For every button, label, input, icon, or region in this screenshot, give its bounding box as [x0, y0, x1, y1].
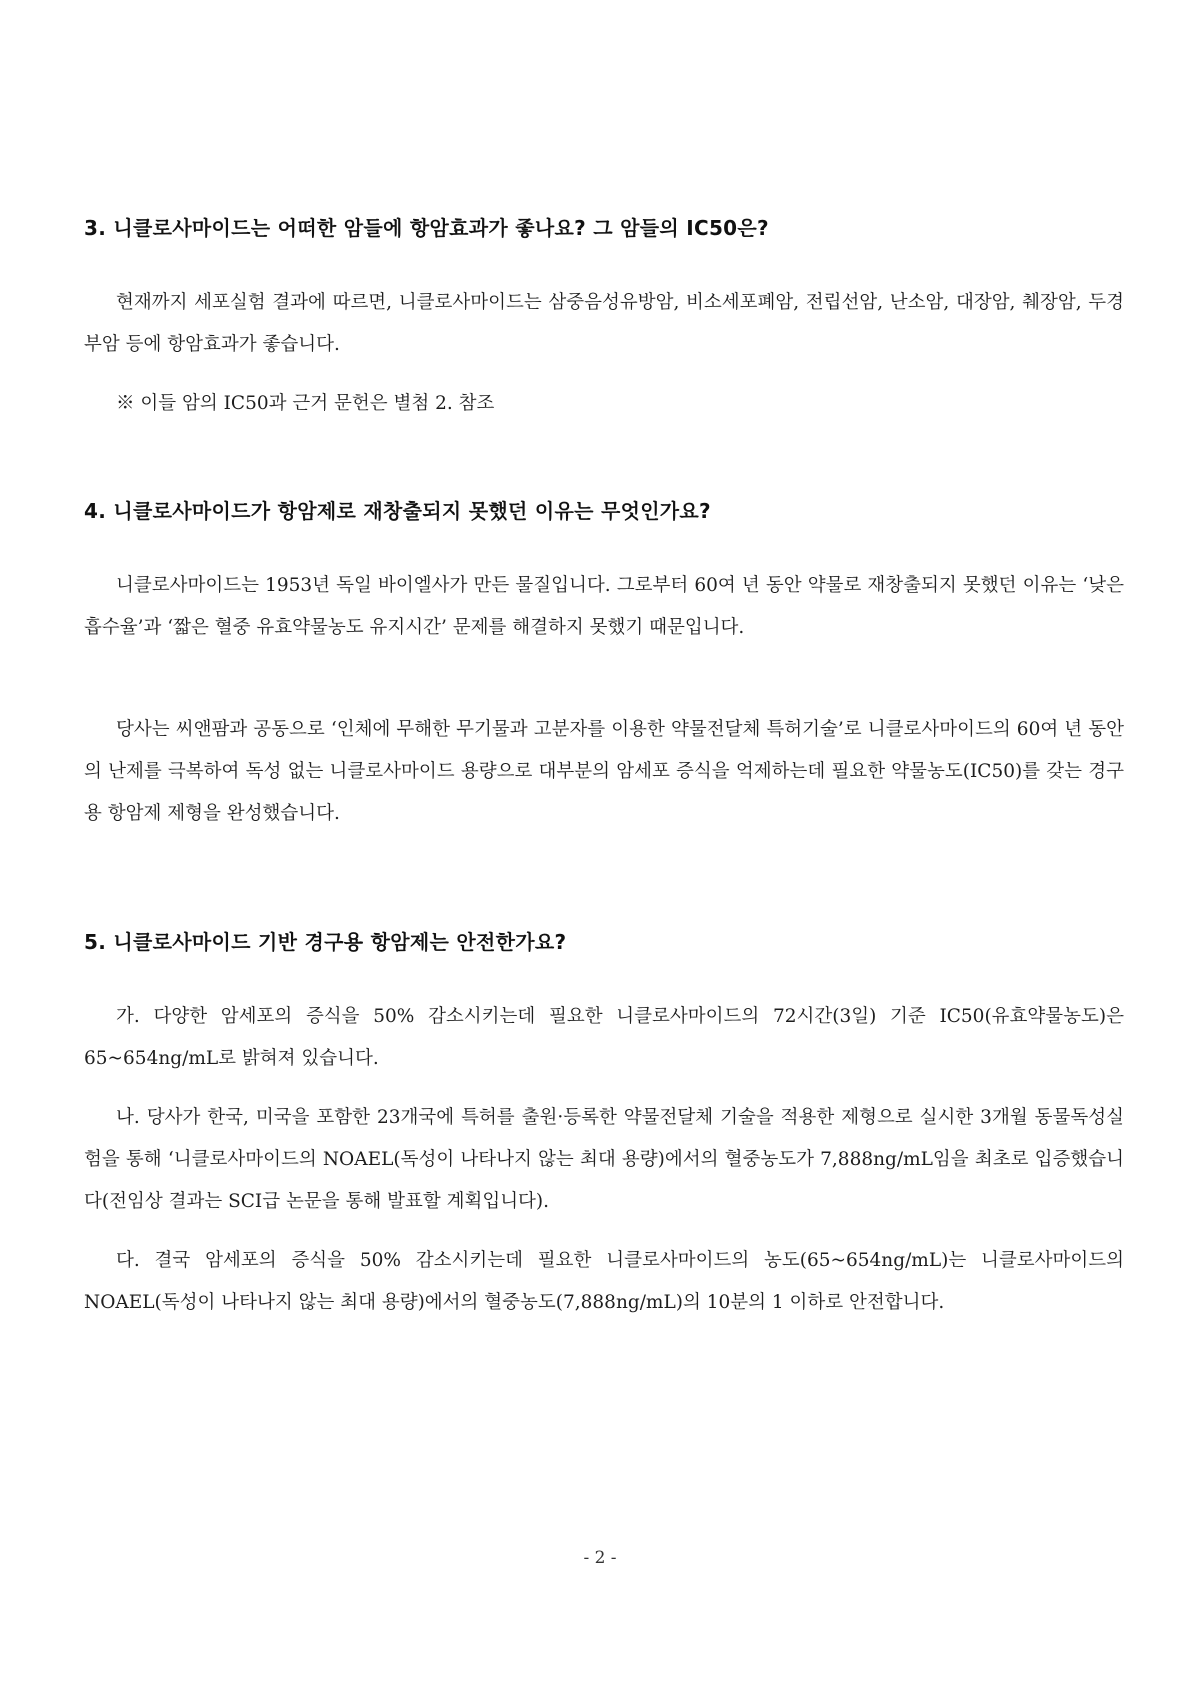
- section-4-heading: 4. 니클로사마이드가 항암제로 재창출되지 못했던 이유는 무엇인가요?: [84, 499, 711, 523]
- section-5-paragraph-ga: 가. 다양한 암세포의 증식을 50% 감소시키는데 필요한 니클로사마이드의 72시간(3일) 기준 IC50(유효약물농도)은 65~654ng/mL로 밝혀져 있습니다.: [84, 1006, 1124, 1069]
- section-5-paragraph-da: 다. 결국 암세포의 증식을 50% 감소시키는데 필요한 니클로사마이드의 농도(65~654ng/mL)는 니클로사마이드의 NOAEL(독성이 나타나지 않는 최대 용량)에서의 혈중농도(7,888ng/mL)의 10분의 1 이하로 안전합니다.: [84, 1250, 1124, 1313]
- section-3-reference-note: ※ 이들 암의 IC50과 근거 문헌은 별첨 2. 참조: [116, 393, 495, 414]
- section-5-paragraph-na: 나. 당사가 한국, 미국을 포함한 23개국에 특허를 출원·등록한 약물전달체 기술을 적용한 제형으로 실시한 3개월 동물독성실험을 통해 ‘니클로사마이드의 NOAEL(독성이 나타나지 않는 최대 용량)에서의 혈중농도가 7,888ng/mL임을 최초로 입증했습니다(전임상 결과는 SCI급 논문을 통해 발표할 계획입니다).: [84, 1107, 1124, 1212]
- section-4-paragraph-2: 당사는 씨앤팜과 공동으로 ‘인체에 무해한 무기물과 고분자를 이용한 약물전달체 특허기술’로 니클로사마이드의 60여 년 동안의 난제를 극복하여 독성 없는 니클로사마이드 용량으로 대부분의 암세포 증식을 억제하는데 필요한 약물농도(IC50)를 갖는 경구용 항암제 제형을 완성했습니다.: [84, 719, 1124, 824]
- page-number: - 2 -: [583, 1548, 617, 1568]
- section-5-heading: 5. 니클로사마이드 기반 경구용 항암제는 안전한가요?: [84, 930, 567, 954]
- section-3-paragraph: 현재까지 세포실험 결과에 따르면, 니클로사마이드는 삼중음성유방암, 비소세포폐암, 전립선암, 난소암, 대장암, 췌장암, 두경부암 등에 항암효과가 좋습니다.: [84, 292, 1124, 355]
- section-4-paragraph-1: 니클로사마이드는 1953년 독일 바이엘사가 만든 물질입니다. 그로부터 60여 년 동안 약물로 재창출되지 못했던 이유는 ‘낮은 흡수율’과 ‘짧은 혈중 유효약물농도 유지시간’ 문제를 해결하지 못했기 때문입니다.: [84, 575, 1124, 638]
- section-3-heading: 3. 니클로사마이드는 어떠한 암들에 항암효과가 좋나요? 그 암들의 IC50은?: [84, 216, 769, 240]
